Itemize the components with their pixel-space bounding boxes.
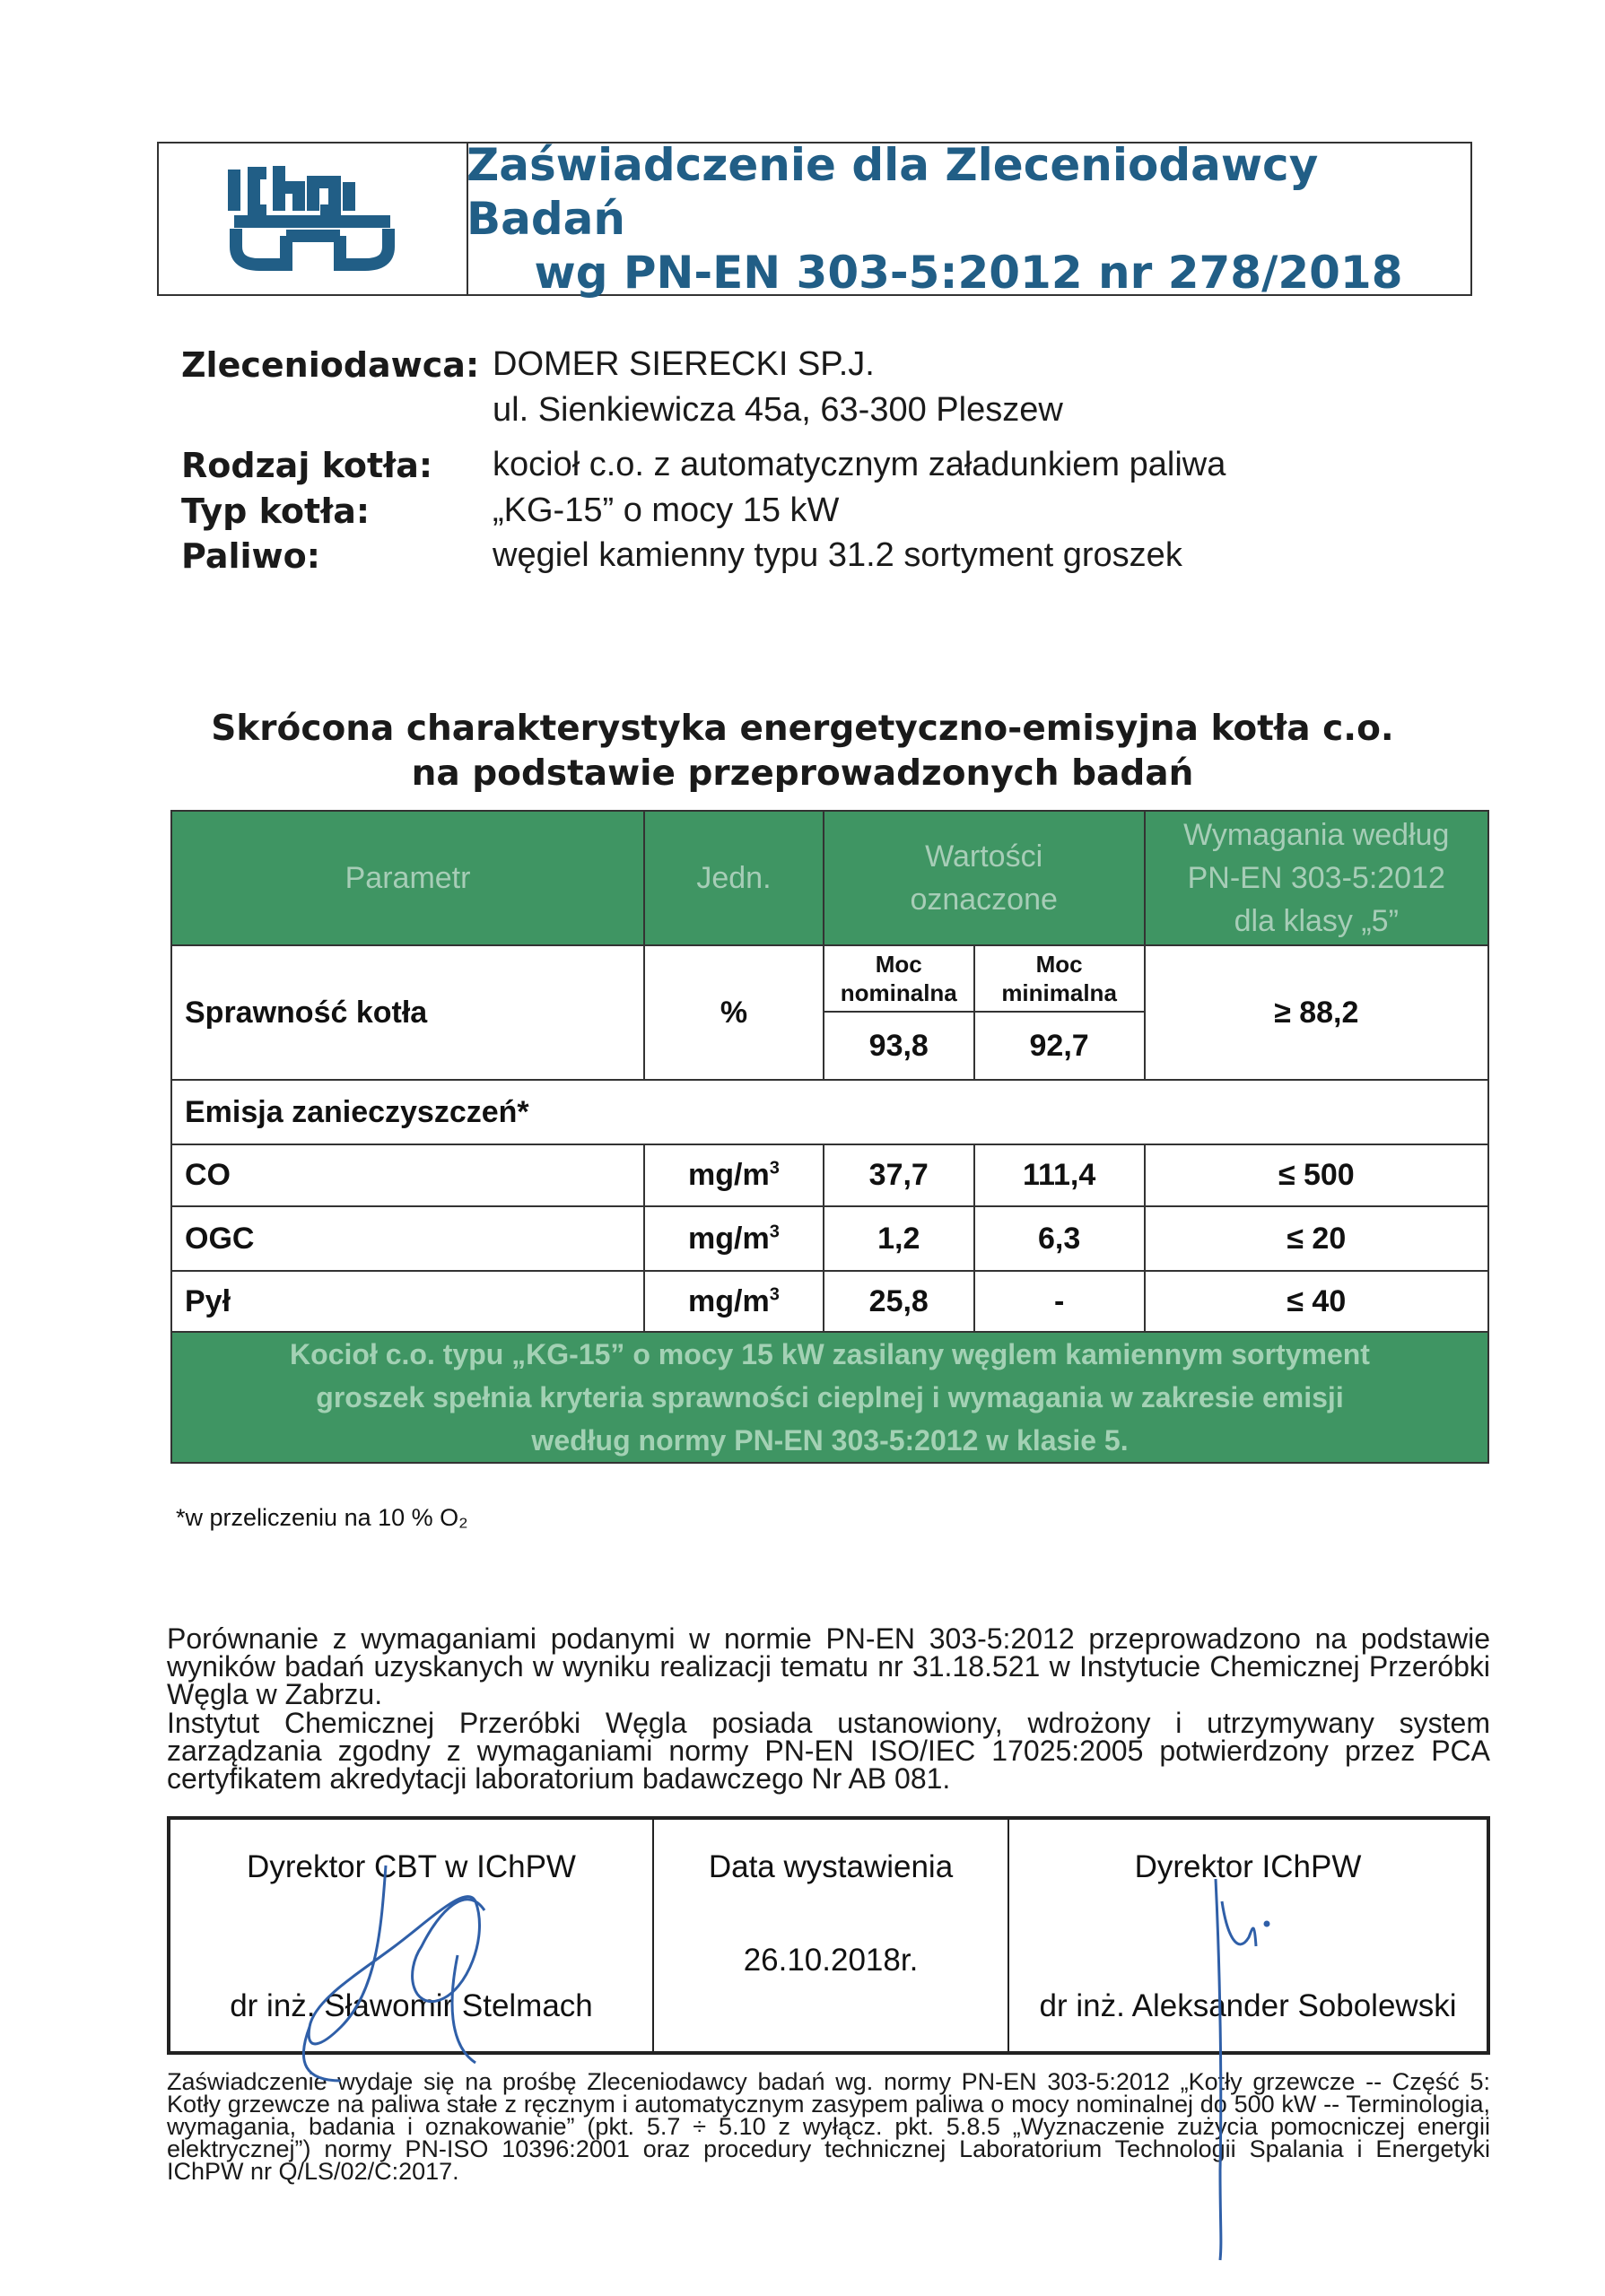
- title-line-1: Zaświadczenie dla Zleceniodawcy Badań: [467, 139, 1319, 245]
- ogc-param: OGC: [171, 1206, 644, 1271]
- co-nominal: 37,7: [824, 1144, 974, 1206]
- emission-header-row: [171, 1080, 1488, 1144]
- header-req-line-2: PN-EN 303-5:2012: [1187, 861, 1445, 895]
- footnote: *w przeliczeniu na 10 % O₂: [176, 1504, 468, 1531]
- header-values-line-2: oznaczone: [910, 883, 1058, 917]
- co-unit: $mg/m^3$: [644, 1144, 824, 1206]
- header-values: [824, 811, 1145, 945]
- signature-left: [169, 1818, 653, 2053]
- title-line-2: wg PN-EN 303-5:2012 nr 278/2018: [534, 247, 1403, 299]
- signature-right: [1008, 1818, 1488, 2053]
- boiler-type-value: „KG-15” o mocy 15 kW: [493, 491, 840, 529]
- issue-date-label: Data wystawienia: [708, 1849, 954, 1884]
- fuel-label: Paliwo:: [181, 536, 320, 576]
- co-requirement: ≤ 500: [1145, 1144, 1488, 1206]
- left-signer-name: dr inż. Sławomir Stelmach: [230, 1988, 593, 2023]
- ogc-unit: $mg/m^3$: [644, 1206, 824, 1271]
- section-title: [0, 707, 1605, 796]
- table-header-row: [171, 811, 1488, 945]
- table-row: [171, 1271, 1488, 1332]
- header-parameter: Parametr: [171, 811, 644, 945]
- conclusion-line-2: groszek spełnia kryteria sprawności cieplnej i wymagania w zakresie emisji: [316, 1381, 1344, 1413]
- signature-table: [167, 1816, 1490, 2055]
- dust-unit: $mg/m^3$: [644, 1271, 824, 1332]
- signature-middle: [653, 1818, 1008, 2053]
- table-row: [171, 1144, 1488, 1206]
- ogc-requirement: ≤ 20: [1145, 1206, 1488, 1271]
- header-requirements: [1145, 811, 1488, 945]
- conclusion-line-3: według normy PN-EN 303-5:2012 w klasie 5.: [531, 1424, 1129, 1457]
- minimal-power-header: Moc minimalna: [974, 945, 1145, 1012]
- header-unit: Jedn.: [644, 811, 824, 945]
- right-signer-name: dr inż. Aleksander Sobolewski: [1039, 1988, 1457, 2023]
- fuel-value: węgiel kamienny typu 31.2 sortyment groszek: [493, 536, 1182, 574]
- efficiency-minimal: 92,7: [974, 1012, 1145, 1080]
- dust-param: Pył: [171, 1271, 644, 1332]
- certificate-title: [467, 139, 1470, 299]
- paragraph-accreditation: Instytut Chemicznej Przeróbki Węgla posiada ustanowiony, wdrożony i utrzymywany system zarządzania zgodny z wymaganiami normy PN-EN ISO/IEC 17025:2005 potwierdzony przez PCA certyfikatem akredytacji laboratorium badawczego Nr AB 081.: [167, 1707, 1490, 1795]
- section-title-line-1: Skrócona charakterystyka energetyczno-emisyjna kotła c.o.: [211, 709, 1394, 749]
- emission-header: Emisja zanieczyszczeń*: [171, 1080, 1488, 1144]
- conclusion-row: [171, 1332, 1488, 1463]
- characteristics-table: [170, 810, 1489, 1464]
- section-title-line-2: na podstawie przeprowadzonych badań: [411, 753, 1194, 794]
- co-minimal: 111,4: [974, 1144, 1145, 1206]
- efficiency-param: Sprawność kotła: [171, 945, 644, 1080]
- paragraph-comparison: Porównanie z wymaganiami podanymi w normie PN-EN 303-5:2012 przeprowadzono na podstawie wyników badań uzyskanych w wyniku realizacji tematu nr 31.18.521 w Instytucie Chemicznej Przeróbki Węgla w Zabrzu.: [167, 1622, 1490, 1710]
- ogc-nominal: 1,2: [824, 1206, 974, 1271]
- boiler-type-label: Typ kotła:: [181, 491, 371, 531]
- nominal-power-header: Moc nominalna: [824, 945, 974, 1012]
- efficiency-row-top: [171, 945, 1488, 1012]
- header-req-line-3: dla klasy „5”: [1234, 904, 1399, 938]
- client-address: ul. Sienkiewicza 45a, 63-300 Pleszew: [493, 391, 1063, 429]
- ogc-minimal: 6,3: [974, 1206, 1145, 1271]
- client-name: DOMER SIERECKI SP.J.: [493, 345, 875, 383]
- issue-date: 26.10.2018r.: [743, 1943, 919, 1978]
- conclusion: [171, 1332, 1488, 1463]
- boiler-kind-label: Rodzaj kotła:: [181, 446, 433, 485]
- boiler-kind-value: kocioł c.o. z automatycznym załadunkiem paliwa: [493, 446, 1226, 483]
- efficiency-unit: %: [644, 945, 824, 1080]
- dust-nominal: 25,8: [824, 1271, 974, 1332]
- ichpw-logo: [159, 144, 468, 294]
- conclusion-line-1: Kocioł c.o. typu „KG-15” o mocy 15 kW zasilany węglem kamiennym sortyment: [290, 1338, 1370, 1370]
- efficiency-requirement: ≥ 88,2: [1145, 945, 1488, 1080]
- header-req-line-1: Wymagania według: [1183, 818, 1450, 852]
- ichpw-logo-mark: [223, 164, 403, 274]
- dust-requirement: ≤ 40: [1145, 1271, 1488, 1332]
- certificate-header: [157, 139, 1472, 299]
- co-param: CO: [171, 1144, 644, 1206]
- header-values-line-1: Wartości: [925, 839, 1043, 874]
- right-signer-title: Dyrektor IChPW: [1134, 1849, 1362, 1884]
- client-label: Zleceniodawca:: [181, 345, 480, 385]
- dust-minimal: -: [974, 1271, 1145, 1332]
- left-signer-title: Dyrektor CBT w IChPW: [247, 1849, 576, 1884]
- table-row: [171, 1206, 1488, 1271]
- efficiency-nominal: 93,8: [824, 1012, 974, 1080]
- bottom-note: Zaświadczenie wydaje się na prośbę Zleceniodawcy badań wg. normy PN-EN 303-5:2012 „Kotły grzewcze -- Część 5: Kotły grzewcze na paliwa stałe z ręcznym i automatycznym zasypem paliwa o mocy nominalnej do 500 kW -- Terminologia, wymagania, badania i oznakowanie” (pkt. 5.7 ÷ 5.10 z wyłącz. pkt. 5.8.5 „Wyznaczenie zużycia pomocniczej energii elektrycznej”) normy PN-ISO 10396:2001 oraz procedury technicznej Laboratorium Technologii Spalania i Energetyki IChPW nr Q/LS/02/C:2017.: [167, 2068, 1490, 2185]
